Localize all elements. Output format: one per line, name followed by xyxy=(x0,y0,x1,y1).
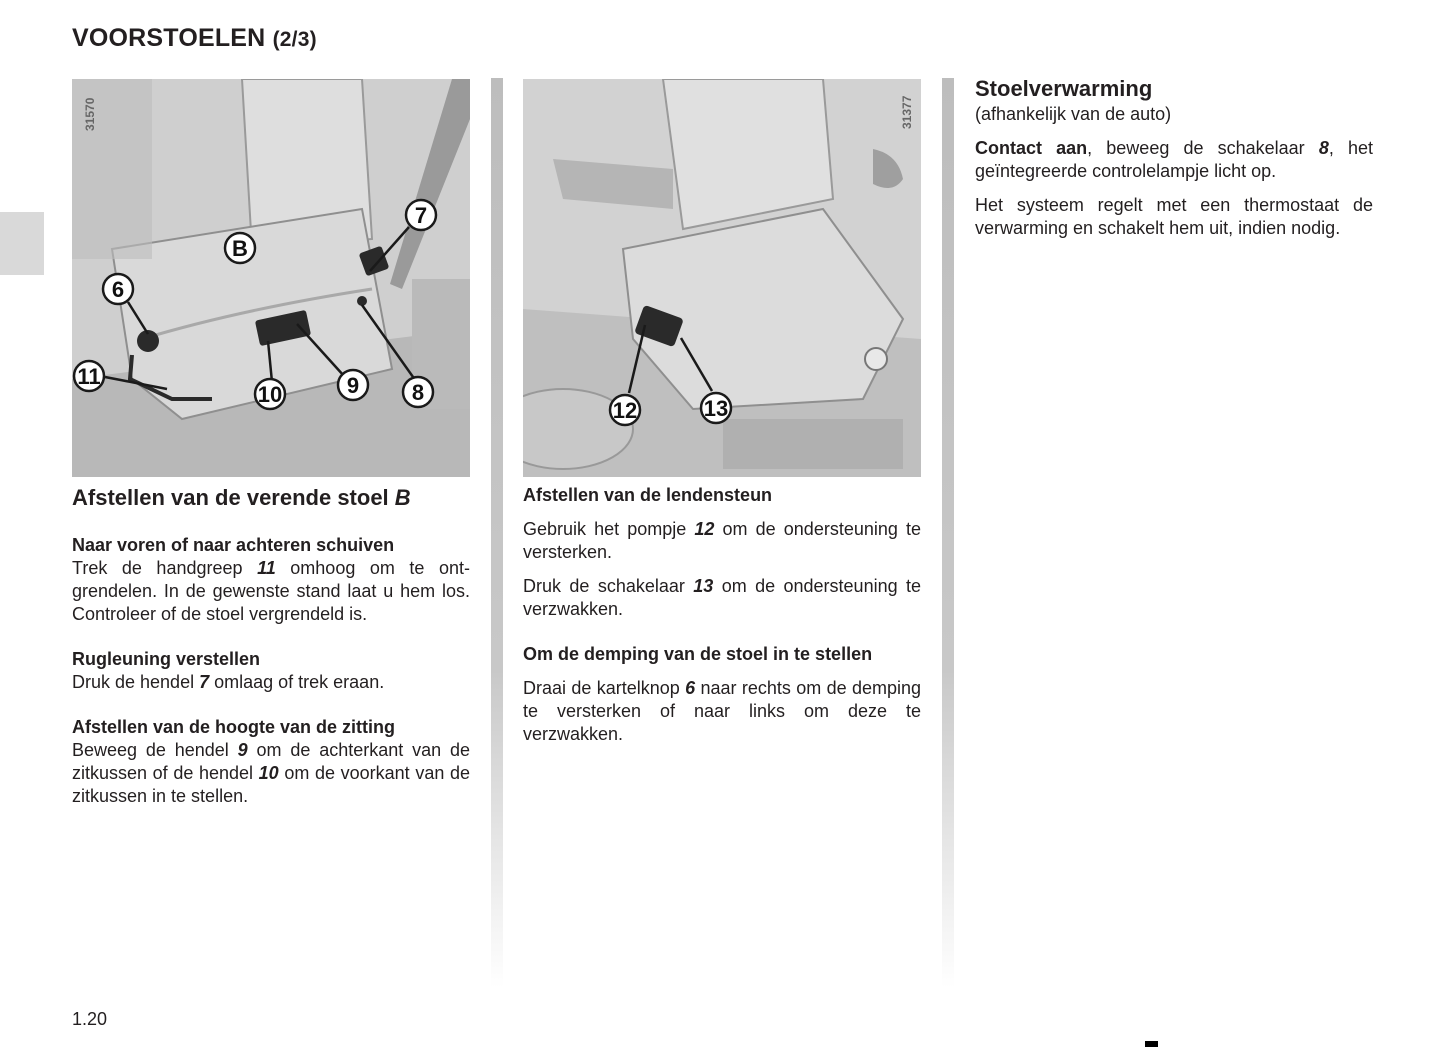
chapter-tab xyxy=(0,212,44,275)
text-run: Draai de kartelknop xyxy=(523,678,686,698)
right-column xyxy=(975,75,1373,240)
middle-column xyxy=(523,484,921,746)
callout-13 xyxy=(701,393,731,423)
ref-number: 12 xyxy=(694,519,715,539)
figure-code-31570: 31570 xyxy=(83,97,97,131)
callout-11-label: 11 xyxy=(77,364,101,389)
section-heading-ref: B xyxy=(394,485,411,510)
text-run: Gebruik het pompje xyxy=(523,519,695,539)
callout-12-label: 12 xyxy=(612,398,638,423)
callout-b-label: B xyxy=(232,236,248,261)
paragraph-seat-height xyxy=(72,739,470,808)
text-run: , beweeg de schakelaar xyxy=(1087,138,1319,158)
callout-7-label: 7 xyxy=(414,203,428,228)
ref-number: 6 xyxy=(685,678,696,698)
text-run: , het geïntegreerde controlelampje licht op. xyxy=(975,138,1373,181)
text-run: Druk de schakelaar xyxy=(523,576,694,596)
callout-6 xyxy=(103,274,133,304)
subheading-damping: Om de demping van de stoel in te stellen xyxy=(523,644,873,664)
page-title xyxy=(72,24,317,53)
subheading-backrest: Rugleuning verstellen xyxy=(72,649,261,669)
subheading-seat-height: Afstellen van de hoogte van de zitting xyxy=(72,717,396,737)
text-run: Druk de hendel xyxy=(72,672,200,692)
paragraph-lumbar-switch xyxy=(523,575,921,621)
ref-number: 10 xyxy=(258,763,279,783)
callout-8 xyxy=(403,377,433,407)
callout-10 xyxy=(255,379,285,409)
text-run: omhoog om te ontgrendelen. In de gewenste stand laat u hem los. Controleer of de stoel vergrendeld is. xyxy=(72,558,471,624)
callout-7 xyxy=(406,200,436,230)
section-heading-seat-heating: Stoelverwarming xyxy=(975,76,1153,101)
column-divider-left xyxy=(491,78,503,988)
figure-code-31377: 31377 xyxy=(900,95,914,129)
callout-9-label: 9 xyxy=(346,373,360,398)
paragraph-heating-switch xyxy=(975,137,1373,183)
callout-13-label: 13 xyxy=(703,396,729,421)
callout-8-label: 8 xyxy=(411,380,425,405)
subheading-slide-seat: Naar voren of naar achteren schuiven xyxy=(72,535,395,555)
section-heading-text: Afstellen van de verende stoel xyxy=(72,485,389,510)
callout-11 xyxy=(74,361,104,391)
column-divider-right xyxy=(942,78,954,988)
seat-illustration xyxy=(72,79,470,477)
page-title-part: (2/3) xyxy=(272,28,317,51)
text-run: om de achterkant van de zitkussen of de hendel xyxy=(72,740,471,783)
bold-text: Contact aan xyxy=(975,138,1088,158)
left-column xyxy=(72,484,470,808)
text-run: om de ondersteuning te verzwakken. xyxy=(523,576,922,619)
ref-number: 11 xyxy=(257,558,276,578)
ref-number: 8 xyxy=(1318,138,1329,158)
callout-b xyxy=(225,233,255,263)
subheading-lumbar: Afstellen van de lendensteun xyxy=(523,485,773,505)
end-of-section-mark xyxy=(1145,1041,1158,1047)
paragraph-thermostat: Het systeem regelt met een thermostaat de verwarming en schakelt hem uit, indien nodig. xyxy=(975,195,1373,238)
paragraph-slide-seat xyxy=(72,557,470,626)
paragraph-lumbar-pump xyxy=(523,518,921,564)
ref-number: 7 xyxy=(199,672,210,692)
paragraph-backrest xyxy=(72,671,470,694)
page-title-text: VOORSTOELEN xyxy=(72,24,266,52)
text-run: om de voorkant van de zitkussen in te stellen. xyxy=(72,763,470,806)
lumbar-support-figure xyxy=(523,79,921,477)
ref-number: 9 xyxy=(237,740,248,760)
text-run: omlaag of trek eraan. xyxy=(209,672,385,692)
availability-note: (afhankelijk van de auto) xyxy=(975,104,1172,124)
ref-number: 13 xyxy=(693,576,714,596)
seat-adjustment-figure xyxy=(72,79,470,477)
section-heading-suspension-seat xyxy=(72,484,470,512)
page-number: 1.20 xyxy=(72,1009,108,1029)
callout-10-label: 10 xyxy=(257,382,283,407)
text-run: om de ondersteuning te versterken. xyxy=(523,519,921,562)
callout-12 xyxy=(610,395,640,425)
lumbar-illustration xyxy=(523,79,921,477)
callout-9 xyxy=(338,370,368,400)
paragraph-damping xyxy=(523,677,921,746)
text-run: naar rechts om de demping te versterken of naar links om deze te verzwakken. xyxy=(523,678,921,744)
text-run: Trek de handgreep xyxy=(72,558,258,578)
text-run: Beweeg de hendel xyxy=(72,740,238,760)
callout-6-label: 6 xyxy=(111,277,125,302)
